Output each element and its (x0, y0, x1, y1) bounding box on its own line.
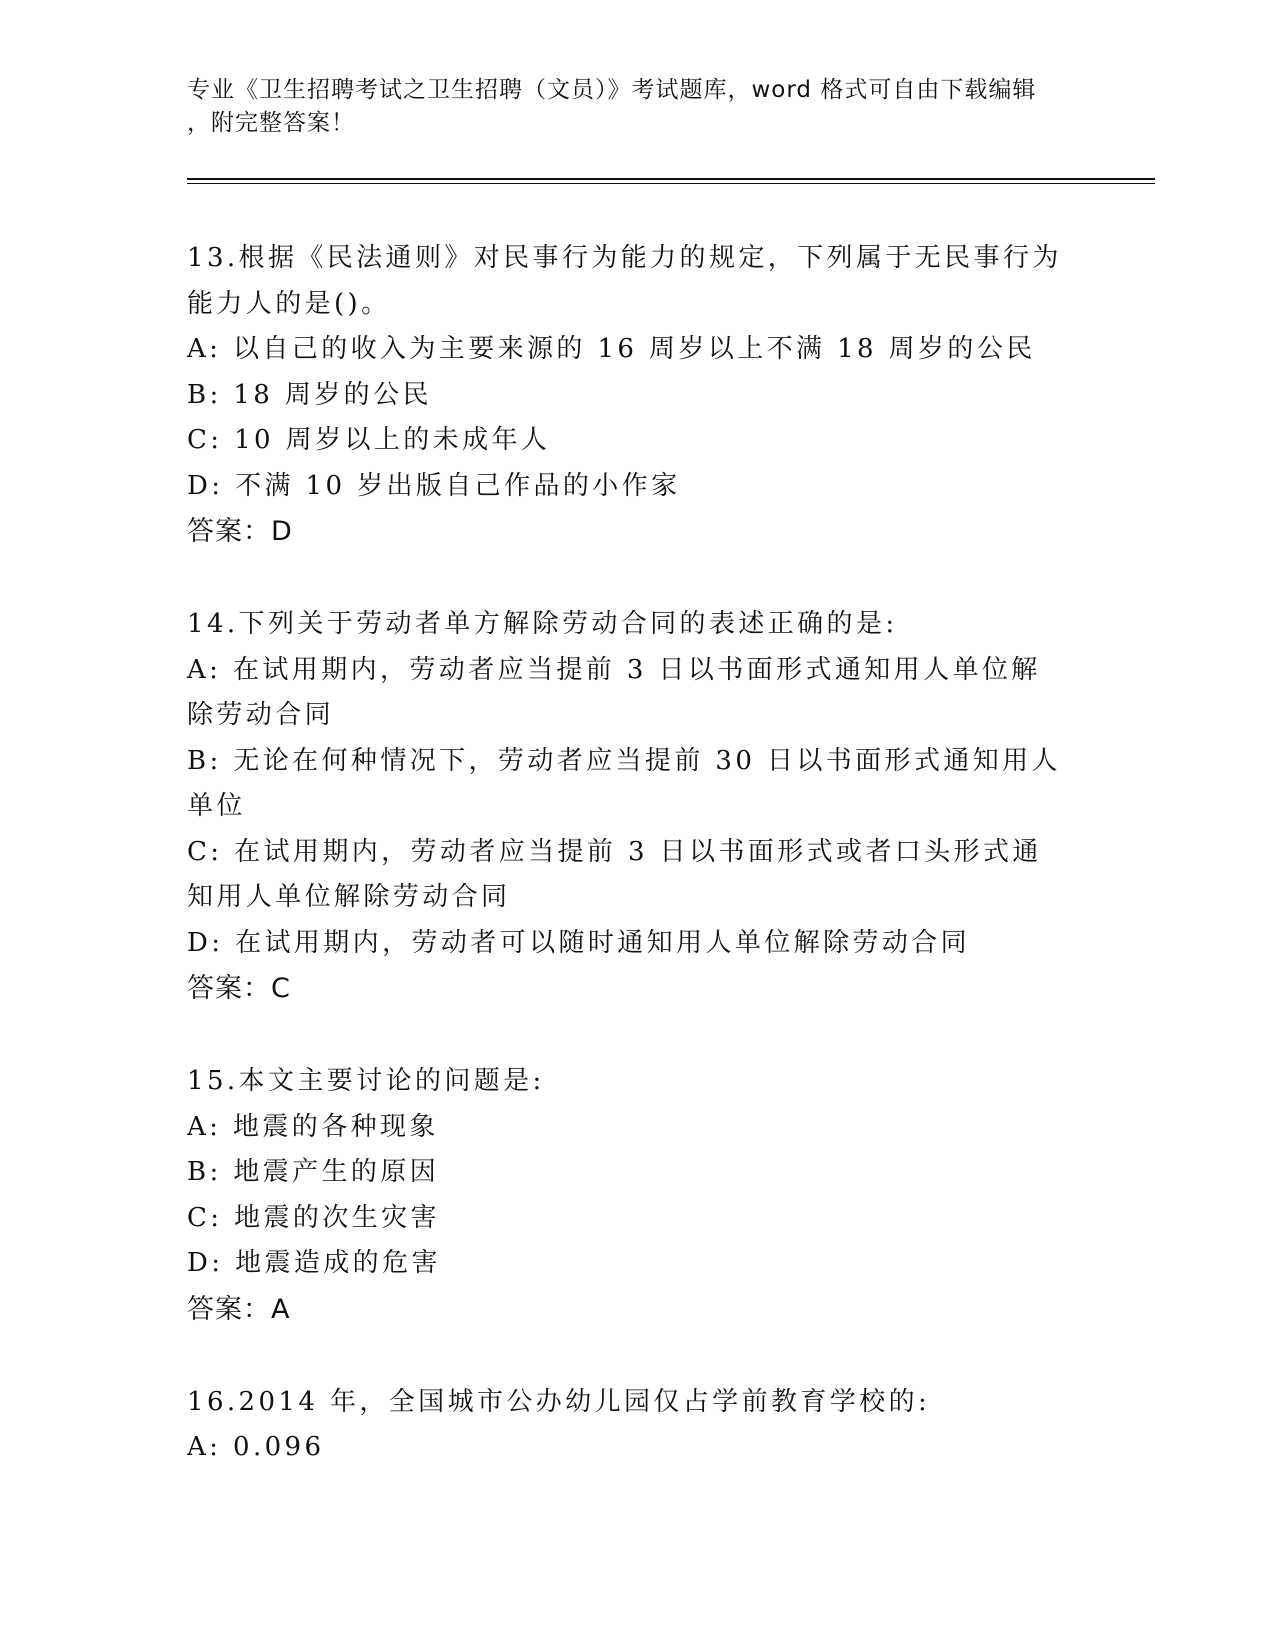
question-16 (187, 1380, 1067, 1471)
answer-label: 答案：A (187, 1293, 291, 1325)
option-b: B: 地震产生的原因 (187, 1157, 440, 1187)
question-list (187, 236, 1067, 1519)
option-c: C: 在试用期内，劳动者应当提前 3 日以书面形式或者口头形式通知用人单位解除劳动合同 (187, 836, 1042, 912)
option-a: A: 以自己的收入为主要来源的 16 周岁以上不满 18 周岁的公民 (187, 334, 1036, 364)
option-a: A: 在试用期内，劳动者应当提前 3 日以书面形式通知用人单位解除劳动合同 (187, 654, 1041, 730)
option-c: C: 10 周岁以上的未成年人 (187, 425, 551, 455)
header-line-1: 专业《卫生招聘考试之卫生招聘（文员）》考试题库，word 格式可自由下载编辑 (187, 77, 1037, 103)
option-a: A: 0.096 (187, 1432, 325, 1462)
question-15 (187, 1059, 1067, 1332)
question-stem: 16.2014 年，全国城市公办幼儿园仅占学前教育学校的: (187, 1386, 931, 1417)
question-14 (187, 602, 1067, 1011)
question-stem: 14.下列关于劳动者单方解除劳动合同的表述正确的是: (187, 609, 898, 639)
option-b: B: 无论在何种情况下，劳动者应当提前 30 日以书面形式通知用人单位 (187, 745, 1061, 821)
option-d: D: 地震造成的危害 (187, 1248, 441, 1278)
question-stem: 15.本文主要讨论的问题是: (187, 1066, 545, 1096)
header-line-2: ，附完整答案！ (187, 110, 355, 136)
option-d: D: 在试用期内，劳动者可以随时通知用人单位解除劳动合同 (187, 927, 971, 958)
option-c: C: 地震的次生灾害 (187, 1202, 440, 1233)
answer-label: 答案：C (187, 973, 291, 1004)
answer-label: 答案：D (187, 516, 293, 547)
document-page (187, 0, 1147, 1650)
option-d: D: 不满 10 岁出版自己作品的小作家 (187, 470, 681, 501)
page-header (187, 74, 1067, 140)
option-a: A: 地震的各种现象 (187, 1111, 439, 1142)
header-divider (187, 178, 1155, 184)
question-stem: 13.根据《民法通则》对民事行为能力的规定，下列属于无民事行为能力人的是()。 (187, 243, 1062, 319)
option-b: B: 18 周岁的公民 (187, 379, 432, 410)
question-13 (187, 236, 1067, 554)
